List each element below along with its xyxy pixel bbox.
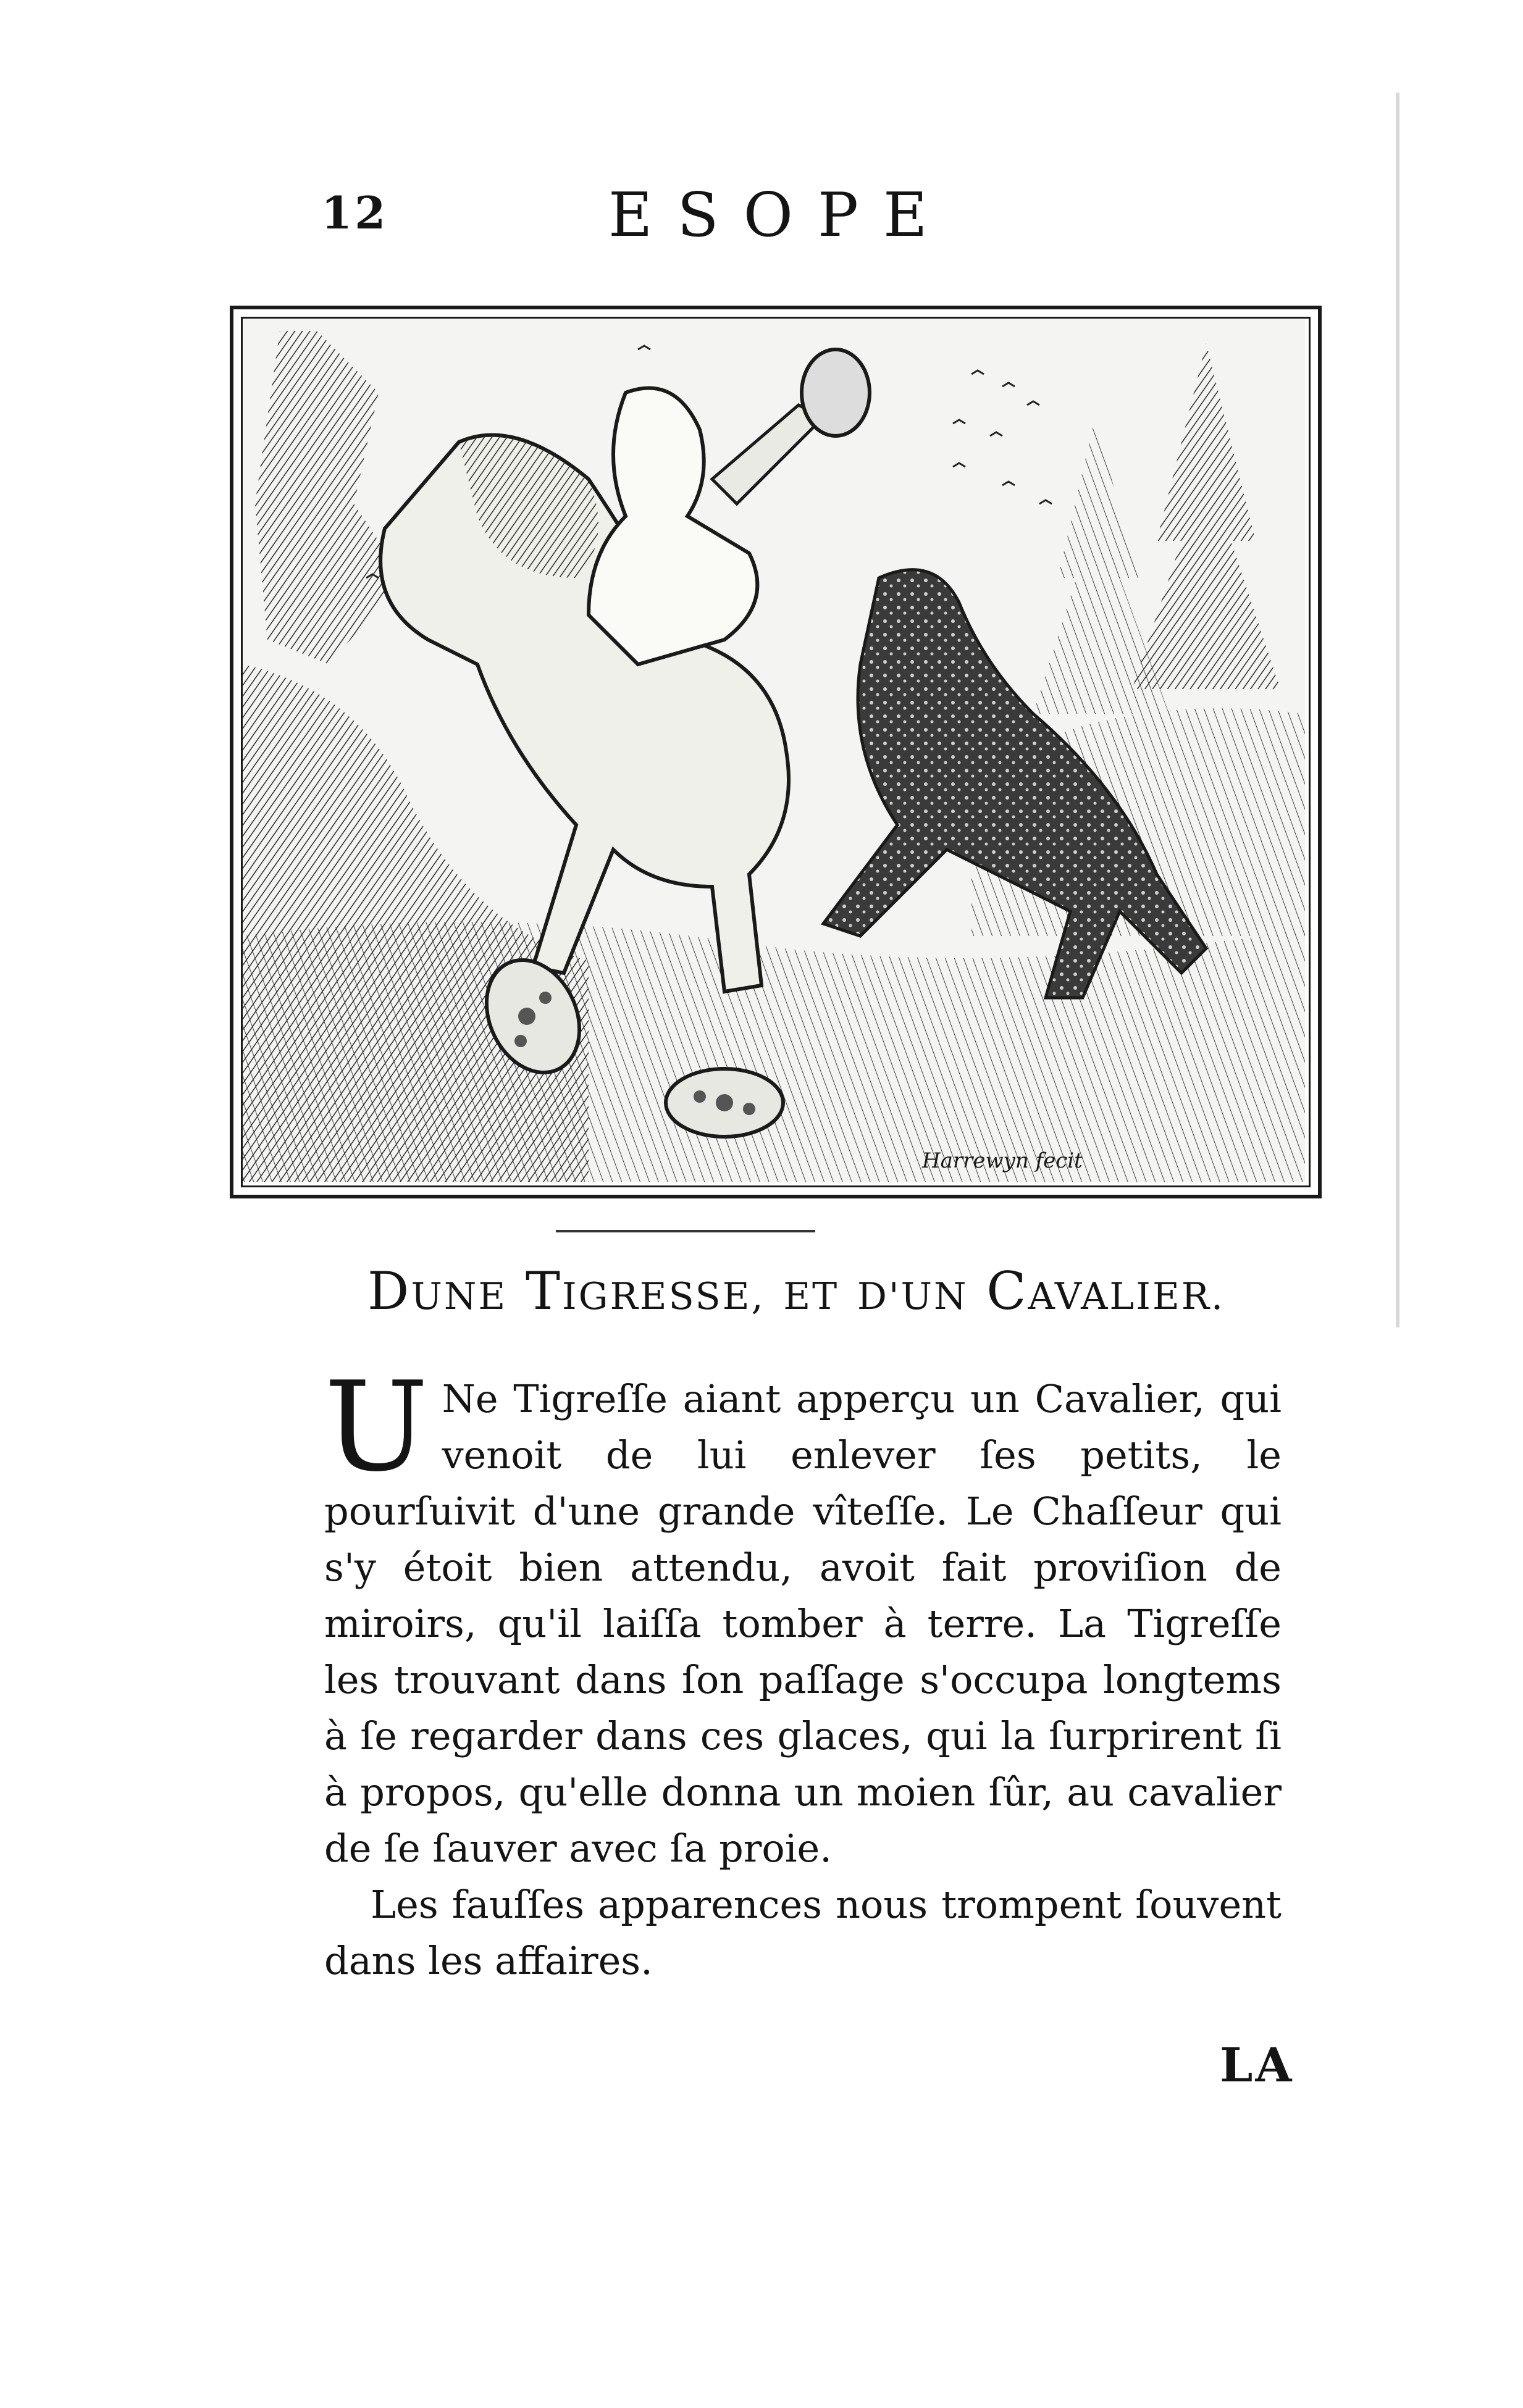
engraving-scene (243, 319, 1305, 1182)
title-word-avalier: AVALIER. (1028, 1275, 1225, 1318)
fable-body (324, 1355, 1282, 1989)
page-number: 12 (321, 186, 388, 239)
running-title: ESOPE (608, 180, 952, 251)
title-word-igresse: IGRESSE, (561, 1275, 765, 1318)
page-header (0, 180, 1523, 254)
catchword: LA (1220, 2038, 1294, 2092)
title-word-dun: D'UN (857, 1275, 968, 1318)
drop-cap: U (324, 1355, 429, 1499)
title-word-et: ET (783, 1275, 839, 1318)
raised-mirror (802, 349, 870, 436)
title-dropcap-d: D (367, 1261, 411, 1321)
fable-title (367, 1261, 1294, 1321)
engraving-frame (241, 317, 1311, 1187)
engraving-illustration (230, 306, 1322, 1198)
title-rule (556, 1230, 815, 1232)
engraver-signature: Harrewyn fecit (922, 1148, 1083, 1173)
fable-moral: Les fauſſes apparences nous trompent ſouvent dans les affaires. (324, 1882, 1282, 1983)
page-edge-shadow (1396, 93, 1399, 1327)
fable-paragraph: Ne Tigreſſe aiant apperçu un Cavalier, qui venoit de lui enlever ſes petits, le pourſuivit d'une grande vîteſſe. Le Chaſſeur qui s'y étoit bien attendu, avoit fait proviſion de miroirs, qu'il laiſſa tomber à terre. La Tigreſſe les trouvant dans ſon paſſage s'occupa longtems à ſe regarder dans ces glaces, qui la ſurprirent ſi à propos, qu'elle donna un moien ſûr, au cavalier de ſe ſauver avec ſa proie. (324, 1376, 1282, 1871)
title-dropcap-t: T (525, 1261, 562, 1321)
title-word-une: UNE (411, 1275, 508, 1318)
title-dropcap-c: C (986, 1261, 1028, 1321)
